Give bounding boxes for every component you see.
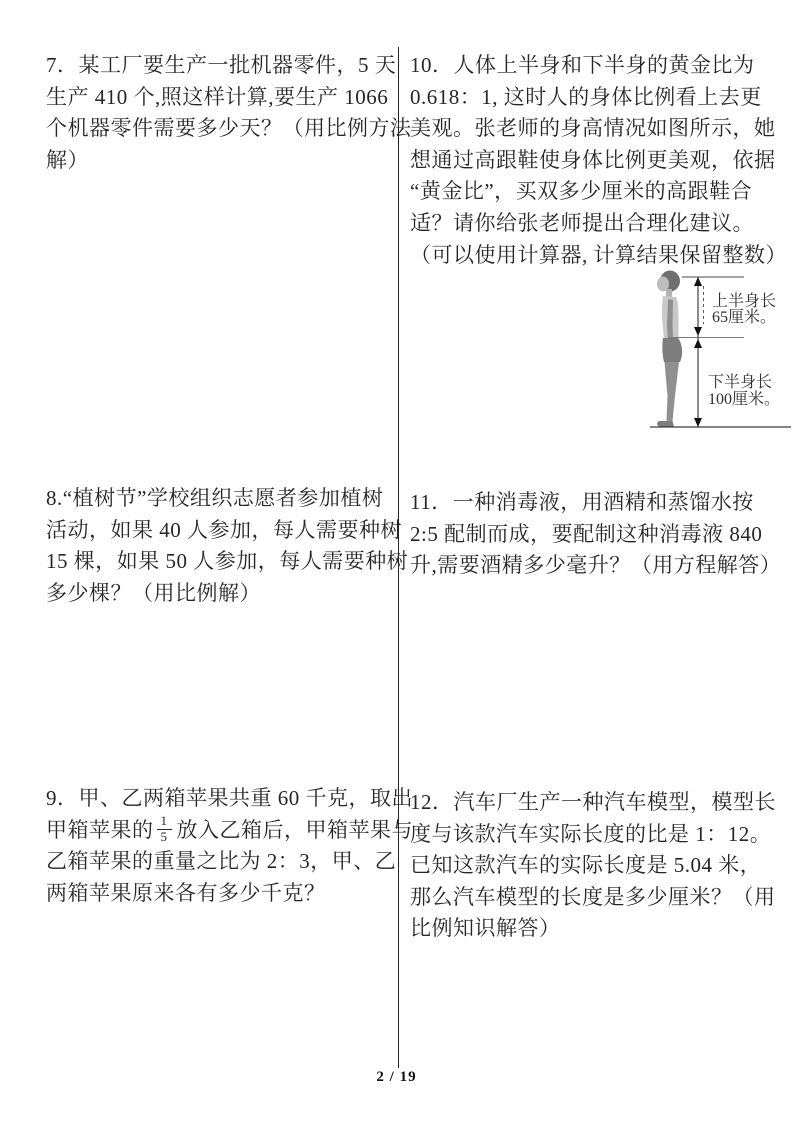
arrowhead-down-icon <box>694 418 702 427</box>
height-diagram-svg <box>622 266 793 438</box>
page-number: 2 / 19 <box>376 1069 417 1085</box>
text-line: 7．某工厂要生产一批机器零件，5 天 <box>46 53 397 77</box>
text-line: 两箱苹果原来各有多少千克？ <box>46 880 326 905</box>
text-line: “黄金比”，买双多少厘米的高跟鞋合 <box>410 179 753 204</box>
arrowhead-up-icon <box>694 339 702 348</box>
text-line: 乙箱苹果的重量之比为 2：3，甲、乙 <box>46 849 397 874</box>
text-line: 那么汽车模型的长度是多少厘米？（用 <box>410 884 776 909</box>
text-line: 美观。张老师的身高情况如图所示，她 <box>410 116 776 141</box>
problem-11 <box>410 487 781 582</box>
problem-7 <box>46 50 412 176</box>
problem-10 <box>410 50 787 271</box>
text-line: 度与该款汽车实际长度的比是 1：12。 <box>410 821 772 846</box>
height-diagram <box>622 266 793 438</box>
text-line: 10．人体上半身和下半身的黄金比为 <box>410 53 755 77</box>
text-line: 活动，如果 40 人参加，每人需要种树 <box>46 517 402 542</box>
text-line-with-fraction <box>46 812 413 847</box>
text-line: 想通过高跟鞋使身体比例更美观，依据 <box>410 147 776 172</box>
text-line: （可以使用计算器, 计算结果保留整数） <box>410 242 787 267</box>
text-line: 适？请你给张老师提出合理化建议。 <box>410 210 754 235</box>
fraction-post-text: 放入乙箱后，甲箱苹果与 <box>176 817 413 842</box>
fraction-one-fifth <box>157 814 172 845</box>
problem-12 <box>410 787 776 945</box>
arrowhead-down-icon <box>694 327 702 336</box>
text-line: 12．汽车厂生产一种汽车模型，模型长 <box>410 790 776 814</box>
text-line: 0.618：1, 这时人的身体比例看上去更 <box>410 84 762 109</box>
lower-body-label: 下半身长 <box>708 374 773 391</box>
fraction-pre-text: 甲箱苹果的 <box>46 817 154 842</box>
text-line: 个机器零件需要多少天？（用比例方法 <box>46 116 412 141</box>
arrowhead-up-icon <box>694 277 702 286</box>
text-line: 生产 410 个,照这样计算,要生产 1066 <box>46 84 389 109</box>
text-line: 已知这款汽车的实际长度是 5.04 米， <box>410 853 762 878</box>
problem-8 <box>46 483 408 609</box>
text-line: 11．一种消毒液，用酒精和蒸馏水按 <box>410 490 754 514</box>
text-line: 8.“植树节”学校组织志愿者参加植树 <box>46 486 384 510</box>
lower-body-value: 100厘米。 <box>708 391 781 408</box>
text-line: 比例知识解答） <box>410 916 561 941</box>
fraction-denominator: 5 <box>160 828 168 844</box>
text-line: 15 棵，如果 50 人参加，每人需要种树 <box>46 549 409 574</box>
text-line: 9．甲、乙两箱苹果共重 60 千克，取出 <box>46 786 413 810</box>
text-line: 解） <box>46 147 89 172</box>
problem-9 <box>46 783 413 909</box>
fraction-numerator: 1 <box>157 814 172 830</box>
text-line: 升,需要酒精多少毫升？（用方程解答） <box>410 553 782 578</box>
text-line: 多少棵？（用比例解） <box>46 580 261 605</box>
person-silhouette-icon <box>657 271 682 427</box>
upper-body-label: 上半身长 <box>712 293 777 310</box>
upper-body-value: 65厘米。 <box>712 309 777 326</box>
text-line: 2:5 配制而成，要配制这种消毒液 840 <box>410 521 763 546</box>
